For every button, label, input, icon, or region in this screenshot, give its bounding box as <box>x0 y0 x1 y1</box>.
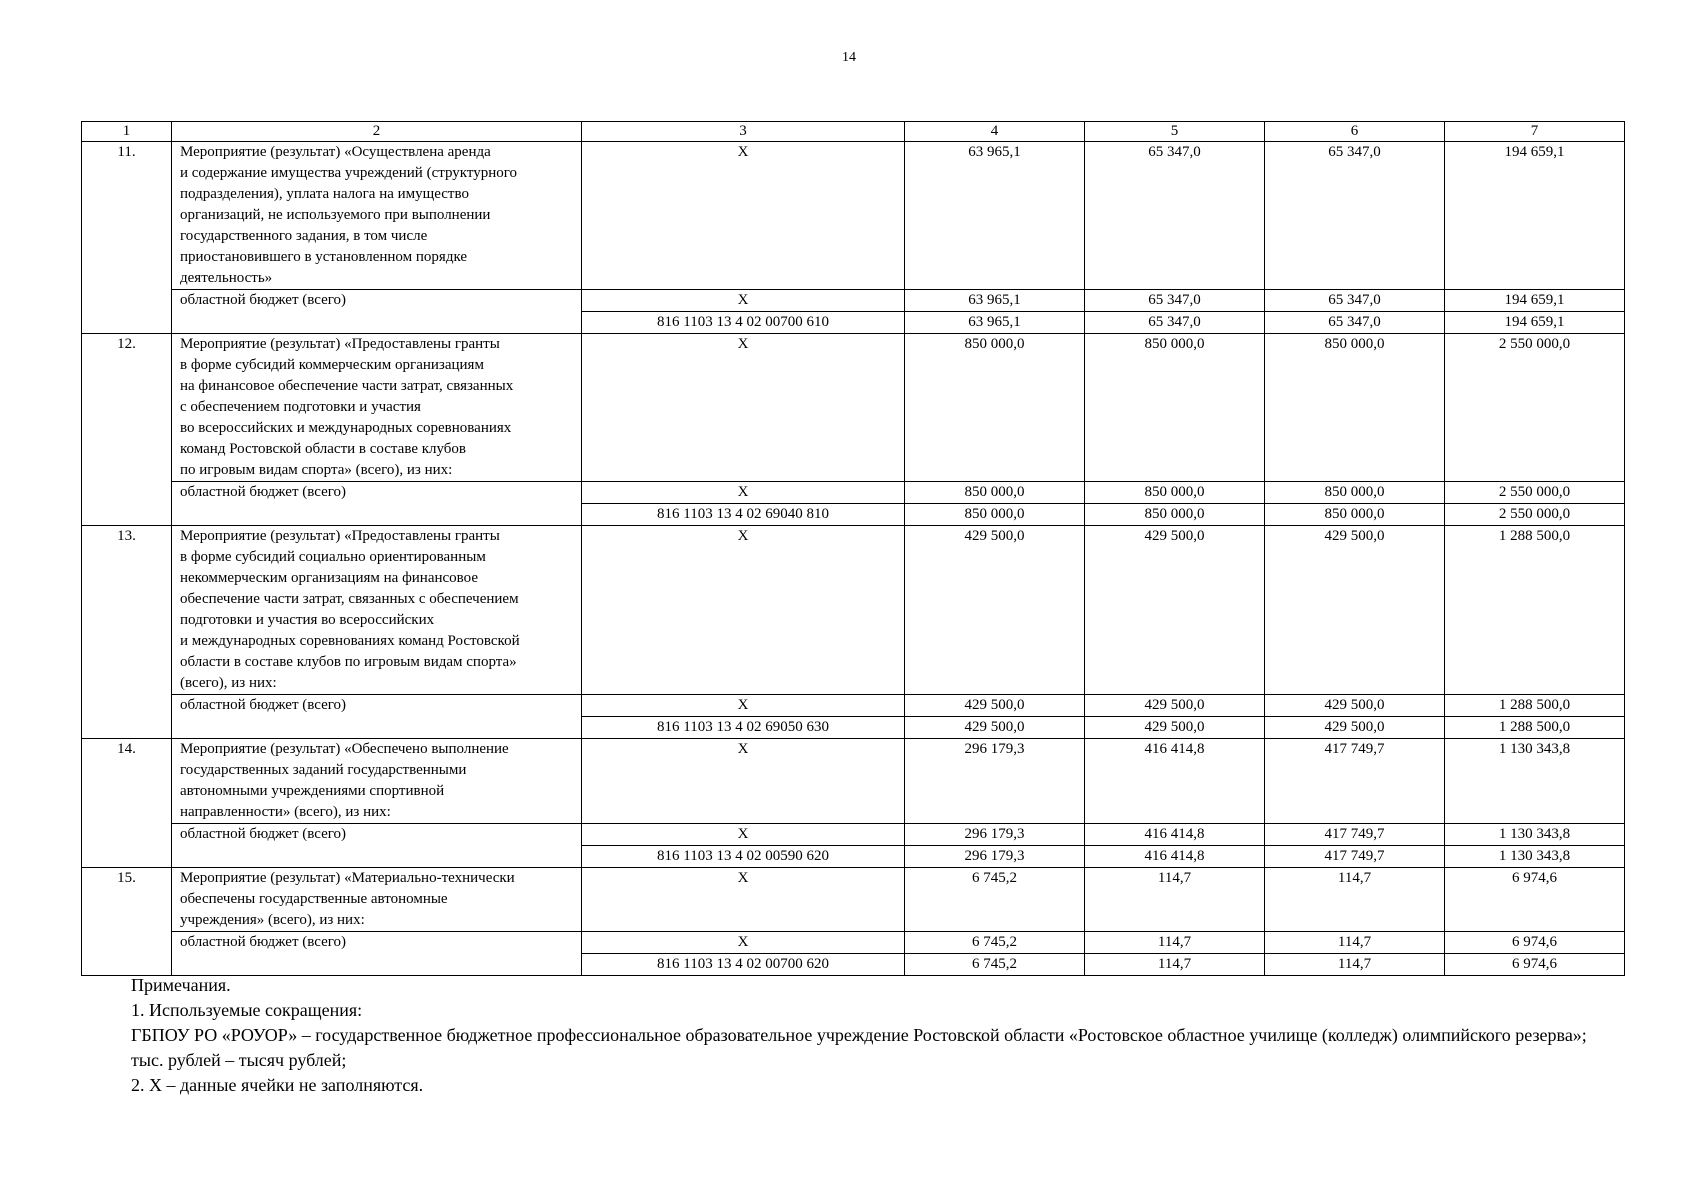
description-line: Мероприятие (результат) «Осуществлена аренда <box>180 144 491 160</box>
value-cell: 6 974,6 <box>1445 868 1625 932</box>
value-cell: 1 130 343,8 <box>1445 846 1625 868</box>
value-cell: 850 000,0 <box>1085 334 1265 482</box>
notes-item-1: 1. Используемые сокращения: <box>131 1000 363 1020</box>
value-cell: 65 347,0 <box>1085 290 1265 312</box>
regional-budget-row <box>82 482 1625 504</box>
header-cell: 6 <box>1265 122 1445 142</box>
code-cell: X <box>582 695 905 717</box>
description-line: обеспечены государственные автономные <box>180 891 448 907</box>
notes-heading: Примечания. <box>131 975 231 995</box>
value-cell: 65 347,0 <box>1085 312 1265 334</box>
header-cell: 4 <box>905 122 1085 142</box>
value-cell: 6 745,2 <box>905 954 1085 976</box>
budget-label: областной бюджет (всего) <box>172 824 582 868</box>
measure-description <box>172 526 582 695</box>
measure-description <box>172 334 582 482</box>
value-cell: 65 347,0 <box>1265 312 1445 334</box>
page-number: 14 <box>842 50 856 65</box>
value-cell: 417 749,7 <box>1265 824 1445 846</box>
value-cell: 114,7 <box>1265 932 1445 954</box>
notes-abbr-gbpou: ГБПОУ РО «РОУОР» – государственное бюджетное профессиональное образовательное учреждение Ростовской области «Ростовское областное училище (колледж) олимпийского резерва»; <box>131 1025 1587 1045</box>
description-line: обеспечение части затрат, связанных с обеспечением <box>180 591 519 607</box>
regional-budget-row <box>82 290 1625 312</box>
code-cell: X <box>582 482 905 504</box>
description-line: Мероприятие (результат) «Обеспечено выполнение <box>180 741 509 757</box>
value-cell: 850 000,0 <box>1085 504 1265 526</box>
measure-row <box>82 334 1625 482</box>
budget-classification-code: 816 1103 13 4 02 69040 810 <box>582 504 905 526</box>
description-line: учреждения» (всего), из них: <box>180 912 365 928</box>
notes-abbr-rubles: тыс. рублей – тысяч рублей; <box>131 1050 347 1070</box>
regional-budget-row <box>82 695 1625 717</box>
header-cell: 3 <box>582 122 905 142</box>
value-cell: 114,7 <box>1085 932 1265 954</box>
value-cell: 2 550 000,0 <box>1445 482 1625 504</box>
code-cell: X <box>582 526 905 695</box>
value-cell: 1 288 500,0 <box>1445 695 1625 717</box>
value-cell: 429 500,0 <box>1265 526 1445 695</box>
budget-label: областной бюджет (всего) <box>172 932 582 976</box>
value-cell: 1 130 343,8 <box>1445 739 1625 824</box>
measure-description <box>172 739 582 824</box>
description-line: Мероприятие (результат) «Материально-технически <box>180 870 515 886</box>
description-line: в форме субсидий коммерческим организациям <box>180 357 484 373</box>
value-cell: 194 659,1 <box>1445 290 1625 312</box>
measure-row <box>82 739 1625 824</box>
value-cell: 6 974,6 <box>1445 932 1625 954</box>
value-cell: 416 414,8 <box>1085 739 1265 824</box>
measure-row <box>82 142 1625 290</box>
value-cell: 63 965,1 <box>905 312 1085 334</box>
description-line: организаций, не используемого при выполнении <box>180 207 491 223</box>
budget-classification-code: 816 1103 13 4 02 00700 610 <box>582 312 905 334</box>
description-line: команд Ростовской области в составе клубов <box>180 441 467 457</box>
value-cell: 417 749,7 <box>1265 739 1445 824</box>
value-cell: 429 500,0 <box>1085 717 1265 739</box>
row-number: 15. <box>82 868 172 976</box>
row-number: 14. <box>82 739 172 868</box>
description-line: направленности» (всего), из них: <box>180 804 391 820</box>
regional-budget-row <box>82 932 1625 954</box>
row-number: 12. <box>82 334 172 526</box>
code-cell: X <box>582 824 905 846</box>
description-line: автономными учреждениями спортивной <box>180 783 445 799</box>
code-cell: X <box>582 868 905 932</box>
description-line: некоммерческим организациям на финансовое <box>180 570 479 586</box>
budget-label: областной бюджет (всего) <box>172 290 582 334</box>
description-line: деятельность» <box>180 270 273 286</box>
description-line: государственных заданий государственными <box>180 762 467 778</box>
header-cell: 7 <box>1445 122 1625 142</box>
budget-classification-code: 816 1103 13 4 02 00700 620 <box>582 954 905 976</box>
value-cell: 850 000,0 <box>1265 504 1445 526</box>
value-cell: 114,7 <box>1265 954 1445 976</box>
header-row <box>82 122 1625 142</box>
measure-row <box>82 868 1625 932</box>
budget-label: областной бюджет (всего) <box>172 695 582 739</box>
description-line: Мероприятие (результат) «Предоставлены гранты <box>180 336 500 352</box>
value-cell: 850 000,0 <box>905 482 1085 504</box>
value-cell: 429 500,0 <box>905 695 1085 717</box>
description-line: подразделения), уплата налога на имущество <box>180 186 469 202</box>
value-cell: 850 000,0 <box>1085 482 1265 504</box>
value-cell: 6 745,2 <box>905 868 1085 932</box>
value-cell: 296 179,3 <box>905 846 1085 868</box>
value-cell: 1 288 500,0 <box>1445 526 1625 695</box>
code-cell: X <box>582 932 905 954</box>
description-line: области в составе клубов по игровым видам спорта» <box>180 654 517 670</box>
value-cell: 6 974,6 <box>1445 954 1625 976</box>
value-cell: 429 500,0 <box>1265 695 1445 717</box>
measure-description <box>172 142 582 290</box>
description-line: на финансовое обеспечение части затрат, связанных <box>180 378 514 394</box>
value-cell: 114,7 <box>1265 868 1445 932</box>
budget-label: областной бюджет (всего) <box>172 482 582 526</box>
description-line: и содержание имущества учреждений (структурного <box>180 165 518 181</box>
value-cell: 63 965,1 <box>905 290 1085 312</box>
row-number: 13. <box>82 526 172 739</box>
row-number: 11. <box>82 142 172 334</box>
description-line: государственного задания, в том числе <box>180 228 428 244</box>
value-cell: 429 500,0 <box>1085 695 1265 717</box>
description-line: (всего), из них: <box>180 675 277 691</box>
notes-item-2: 2. X – данные ячейки не заполняются. <box>131 1075 424 1095</box>
value-cell: 65 347,0 <box>1085 142 1265 290</box>
header-cell: 2 <box>172 122 582 142</box>
value-cell: 2 550 000,0 <box>1445 504 1625 526</box>
value-cell: 1 288 500,0 <box>1445 717 1625 739</box>
budget-table <box>81 121 1625 976</box>
header-cell: 1 <box>82 122 172 142</box>
measure-row <box>82 526 1625 695</box>
value-cell: 429 500,0 <box>1085 526 1265 695</box>
value-cell: 6 745,2 <box>905 932 1085 954</box>
value-cell: 63 965,1 <box>905 142 1085 290</box>
value-cell: 114,7 <box>1085 954 1265 976</box>
description-line: приостановившего в установленном порядке <box>180 249 468 265</box>
value-cell: 296 179,3 <box>905 739 1085 824</box>
measure-description <box>172 868 582 932</box>
value-cell: 850 000,0 <box>905 334 1085 482</box>
value-cell: 114,7 <box>1085 868 1265 932</box>
value-cell: 65 347,0 <box>1265 290 1445 312</box>
value-cell: 429 500,0 <box>1265 717 1445 739</box>
value-cell: 65 347,0 <box>1265 142 1445 290</box>
description-line: по игровым видам спорта» (всего), из них: <box>180 462 453 478</box>
description-line: в форме субсидий социально ориентированным <box>180 549 486 565</box>
budget-classification-code: 816 1103 13 4 02 00590 620 <box>582 846 905 868</box>
value-cell: 850 000,0 <box>1265 334 1445 482</box>
value-cell: 429 500,0 <box>905 526 1085 695</box>
regional-budget-row <box>82 824 1625 846</box>
value-cell: 850 000,0 <box>1265 482 1445 504</box>
value-cell: 416 414,8 <box>1085 824 1265 846</box>
value-cell: 296 179,3 <box>905 824 1085 846</box>
value-cell: 417 749,7 <box>1265 846 1445 868</box>
value-cell: 194 659,1 <box>1445 142 1625 290</box>
description-line: во всероссийских и международных соревнованиях <box>180 420 512 436</box>
description-line: Мероприятие (результат) «Предоставлены гранты <box>180 528 500 544</box>
value-cell: 1 130 343,8 <box>1445 824 1625 846</box>
code-cell: X <box>582 334 905 482</box>
code-cell: X <box>582 290 905 312</box>
value-cell: 194 659,1 <box>1445 312 1625 334</box>
value-cell: 429 500,0 <box>905 717 1085 739</box>
description-line: и международных соревнованиях команд Ростовской <box>180 633 520 649</box>
value-cell: 416 414,8 <box>1085 846 1265 868</box>
description-line: с обеспечением подготовки и участия <box>180 399 421 415</box>
value-cell: 2 550 000,0 <box>1445 334 1625 482</box>
header-cell: 5 <box>1085 122 1265 142</box>
code-cell: X <box>582 739 905 824</box>
notes-section <box>81 973 1624 1098</box>
description-line: подготовки и участия во всероссийских <box>180 612 435 628</box>
code-cell: X <box>582 142 905 290</box>
budget-classification-code: 816 1103 13 4 02 69050 630 <box>582 717 905 739</box>
value-cell: 850 000,0 <box>905 504 1085 526</box>
